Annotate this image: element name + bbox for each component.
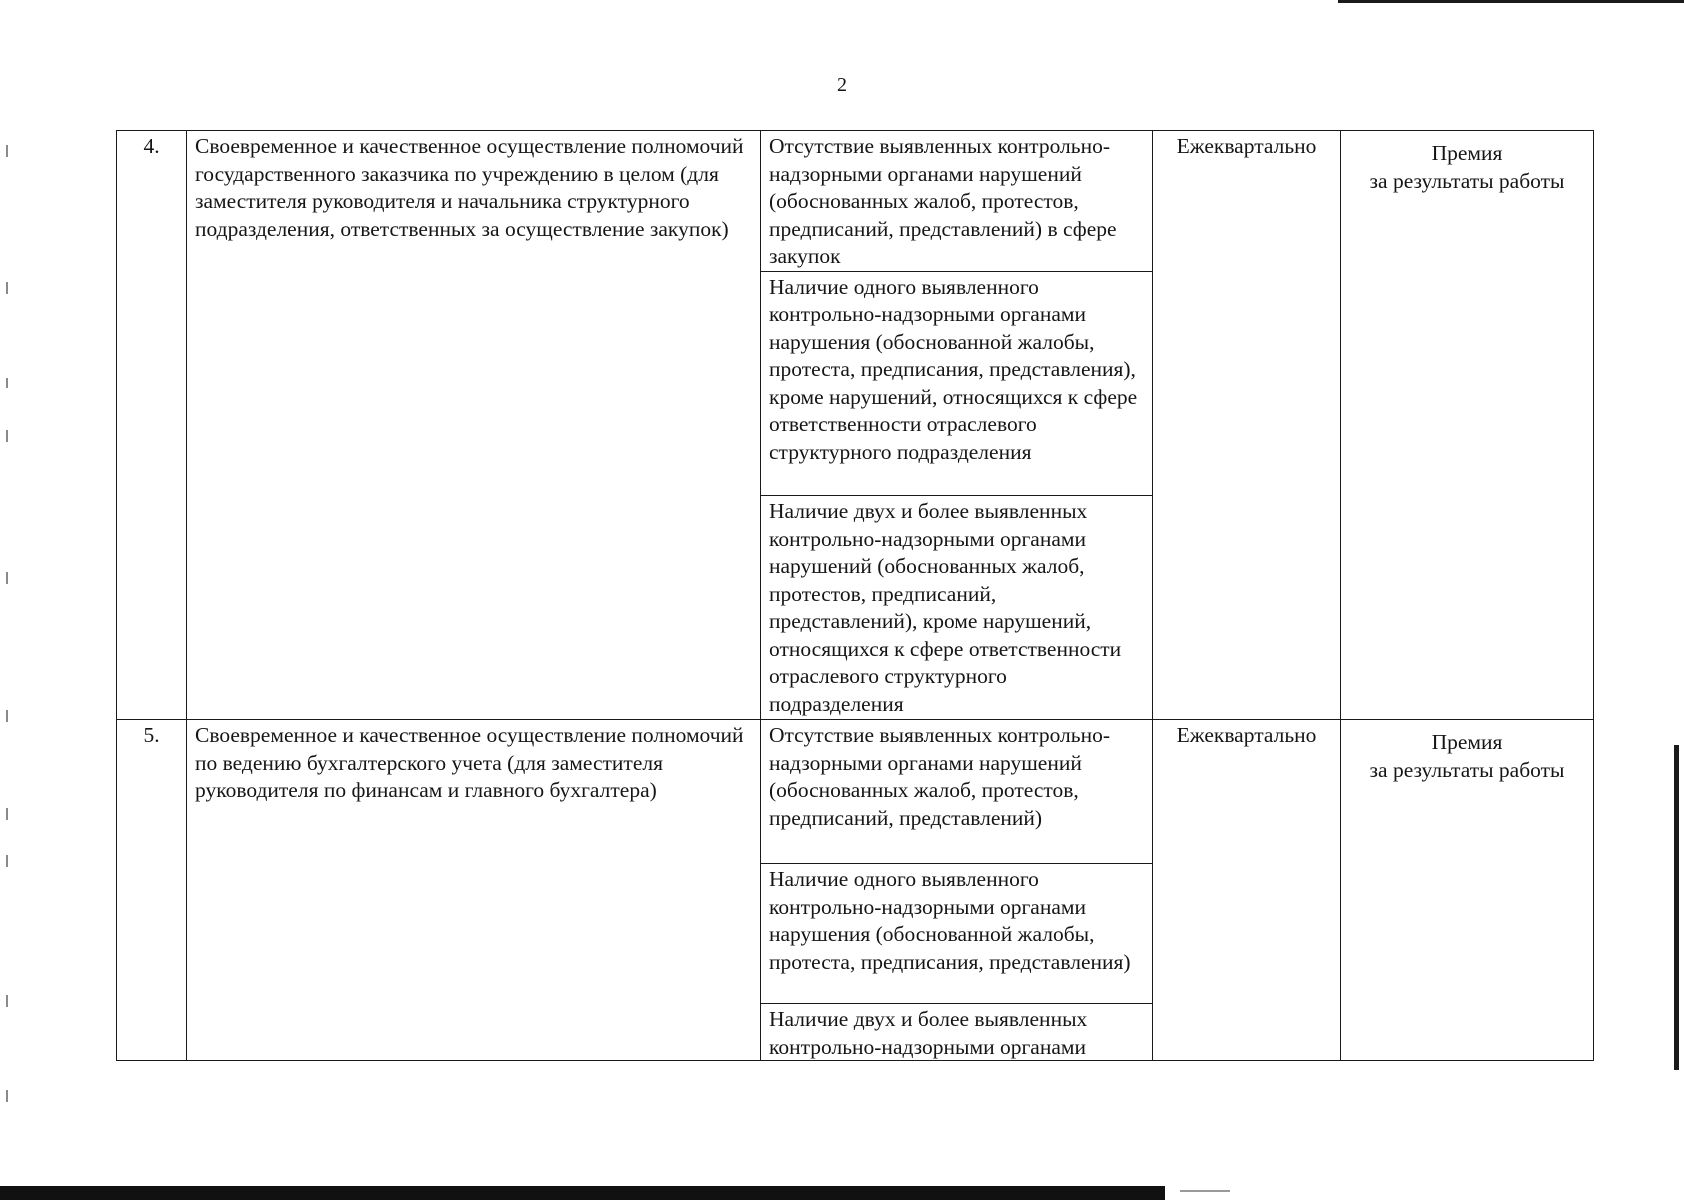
reward-type: Премия	[1431, 730, 1503, 754]
periodicity: Ежеквартально	[1153, 720, 1341, 1061]
row-number: 4.	[117, 131, 187, 720]
scan-edge-tick	[6, 572, 8, 584]
scan-edge-bottom-faint	[1180, 1190, 1230, 1192]
scan-edge-tick	[6, 1090, 8, 1102]
scan-edge-tick	[6, 378, 8, 388]
scan-edge-tick	[6, 145, 8, 157]
scan-edge-tick	[6, 808, 8, 820]
reward-cell	[1341, 720, 1594, 1061]
table-row	[117, 131, 1594, 720]
scan-edge-top	[1338, 0, 1684, 3]
scan-edge-tick	[6, 710, 8, 722]
indicators-table	[116, 130, 1594, 1061]
criterion-text: Наличие одного выявленного контрольно-надзорными органами нарушения (обоснованной жалобы, протеста, предписания, представления)	[761, 864, 1152, 1004]
indicator-text: Своевременное и качественное осуществление полномочий по ведению бухгалтерского учета (для заместителя руководителя по финансам и главного бухгалтера)	[187, 720, 761, 1061]
scan-edge-tick	[6, 995, 8, 1007]
scan-edge-tick	[6, 430, 8, 442]
criteria-cell	[761, 131, 1153, 720]
reward-type: Премия	[1431, 141, 1503, 165]
criterion-text: Наличие одного выявленного контрольно-надзорными органами нарушения (обоснованной жалобы, протеста, предписания, представления), кроме нарушений, относящихся к сфере ответственности отраслевого структурного подразделения	[761, 272, 1152, 497]
criterion-text: Наличие двух и более выявленных контрольно-надзорными органами нарушений (обоснованных жалоб, протестов, предписаний, представлений), кроме нарушений, относящихся к сфере ответственности отраслевого структурного подразделения	[769, 499, 1122, 716]
scan-edge-tick	[6, 282, 8, 294]
reward-cell	[1341, 131, 1594, 720]
reward-basis: за результаты работы	[1369, 169, 1565, 193]
reward-basis: за результаты работы	[1369, 758, 1565, 782]
row-number: 5.	[117, 720, 187, 1061]
criterion-text: Отсутствие выявленных контрольно-надзорными органами нарушений (обоснованных жалоб, протестов, предписаний, представлений)	[761, 720, 1152, 864]
periodicity: Ежеквартально	[1153, 131, 1341, 720]
scan-edge-right	[1674, 745, 1679, 1070]
page-number: 2	[837, 74, 847, 96]
indicator-text: Своевременное и качественное осуществление полномочий государственного заказчика по учреждению в целом (для заместителя руководителя и начальника структурного подразделения, ответственных за осуществление закупок)	[187, 131, 761, 720]
table-row	[117, 720, 1594, 1061]
scan-edge-tick	[6, 855, 8, 867]
criterion-text: Наличие двух и более выявленных контрольно-надзорными органами	[769, 1007, 1088, 1059]
criterion-text: Отсутствие выявленных контрольно-надзорными органами нарушений (обоснованных жалоб, протестов, предписаний, представлений) в сфере закупок	[761, 131, 1152, 272]
scan-edge-bottom	[0, 1186, 1165, 1200]
criteria-cell	[761, 720, 1153, 1061]
